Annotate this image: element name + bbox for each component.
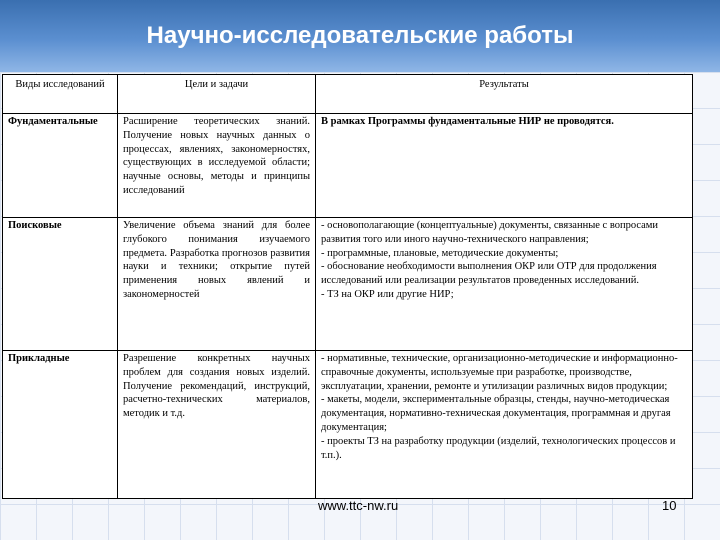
result-line: - проекты ТЗ на разработку продукции (изделий, технологических процессов и т.п.). bbox=[321, 435, 676, 461]
table-header-row bbox=[3, 75, 693, 114]
result-line: - программные, плановые, методические документы; bbox=[321, 247, 559, 259]
result-line: В рамках Программы фундаментальные НИР не проводятся. bbox=[321, 116, 614, 127]
row-goals: Увеличение объема знаний для более глубокого понимания изучаемого предмета. Разработка прогнозов развития науки и техники; открытие путей применения новых явлений и закономерностей bbox=[118, 218, 316, 351]
row-kind: Фундаментальные bbox=[3, 114, 118, 218]
table-row bbox=[3, 114, 693, 218]
result-line: - ТЗ на ОКР или другие НИР; bbox=[321, 288, 454, 300]
table-row bbox=[3, 351, 693, 499]
header-results: Результаты bbox=[316, 75, 693, 114]
slide-title: Научно-исследовательские работы bbox=[146, 22, 574, 49]
result-line: - макеты, модели, экспериментальные образцы, стенды, научно-методическая документация, нормативно-техническая документация, программная и другая документация; bbox=[321, 394, 671, 433]
result-line: - обоснование необходимости выполнения ОКР или ОТР для продолжения исследований или реализации результатов проведенных исследований. bbox=[321, 261, 657, 287]
page-number: 10 bbox=[662, 498, 677, 513]
header-kind: Виды исследований bbox=[3, 75, 118, 114]
row-results bbox=[316, 114, 693, 218]
table-row bbox=[3, 218, 693, 351]
row-results bbox=[316, 218, 693, 351]
row-kind: Поисковые bbox=[3, 218, 118, 351]
footer-url: www.ttc-nw.ru bbox=[318, 498, 399, 513]
research-table bbox=[2, 74, 693, 499]
result-line: - основополагающие (концептуальные) документы, связанные с вопросами развития того или иного научно-технического направления; bbox=[321, 220, 659, 245]
row-goals: Разрешение конкретных научных проблем для создания новых изделий. Получение рекомендаций, инструкций, расчетно-технических материалов, методик и т.д. bbox=[118, 351, 316, 499]
row-results bbox=[316, 351, 693, 499]
row-kind: Прикладные bbox=[3, 351, 118, 499]
row-goals: Расширение теоретических знаний. Получение новых научных данных о процессах, явлениях, закономерностях, существующих в исследуемой области; научные основы, методы и принципы исследований bbox=[118, 114, 316, 218]
result-line: - нормативные, технические, организационно-методические и информационно-справочные документы, используемые при разработке, производстве, эксплуатации, хранении, ремонте и утилизации различных видов продукции; bbox=[321, 353, 678, 392]
header-goals: Цели и задачи bbox=[118, 75, 316, 114]
